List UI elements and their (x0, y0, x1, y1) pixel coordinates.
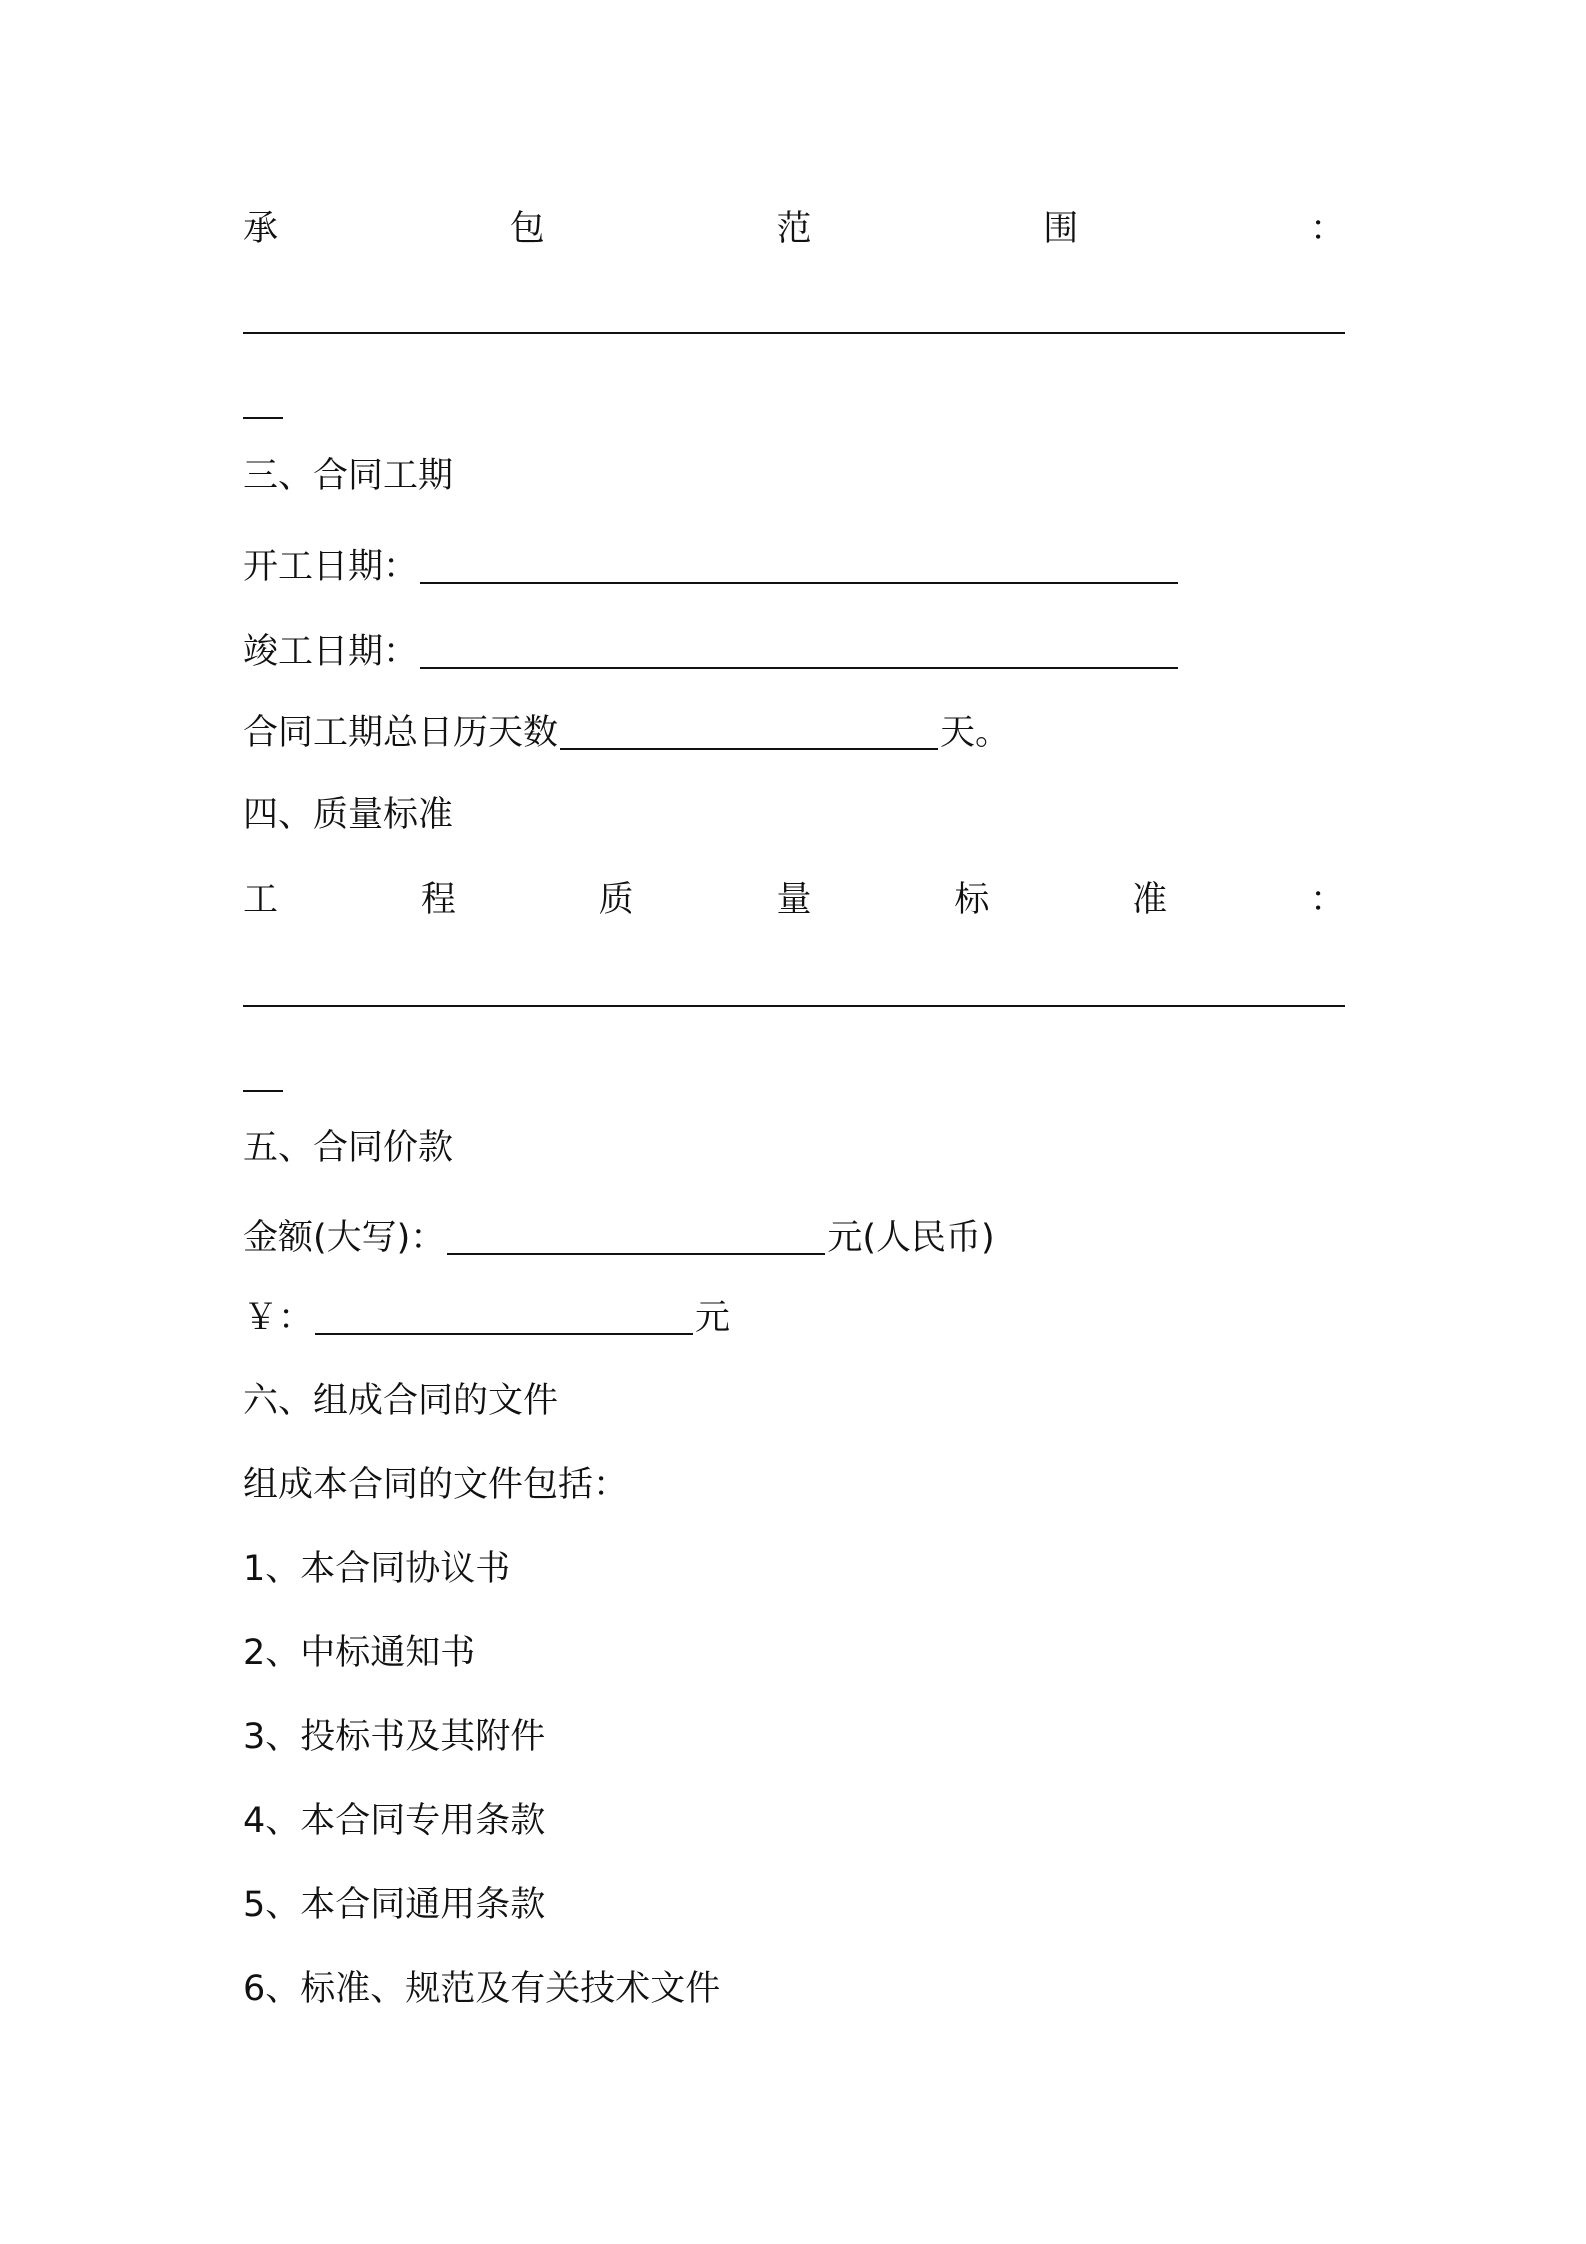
total-days-suffix: 天。 (940, 713, 1011, 753)
scope-char: 范 (776, 209, 812, 249)
end-date-blank[interactable] (420, 633, 1178, 669)
total-days-blank[interactable] (560, 714, 938, 750)
start-date-blank[interactable] (420, 548, 1178, 584)
amount-figure-row (243, 1293, 730, 1342)
scope-char: ： (1309, 209, 1345, 249)
start-date-row (243, 542, 1180, 591)
quality-char: 程 (420, 880, 456, 920)
start-date-label: 开工日期： (243, 547, 419, 587)
section-6-heading: 六、组成合同的文件 (243, 1381, 559, 1421)
scope-char: 包 (509, 209, 545, 249)
document-list-item: 5、本合同通用条款 (243, 1885, 546, 1925)
quality-char: 量 (776, 880, 812, 920)
document-list-item: 2、中标通知书 (243, 1633, 476, 1673)
section-3-heading: 三、合同工期 (243, 456, 454, 496)
amount-words-blank[interactable] (447, 1219, 825, 1255)
amount-figure-blank[interactable] (315, 1299, 693, 1335)
document-list-item: 6、标准、规范及有关技术文件 (243, 1969, 721, 2009)
amount-words-label: 金额(大写)： (243, 1218, 446, 1258)
end-date-label: 竣工日期： (243, 632, 419, 672)
scope-char: 承 (243, 209, 279, 249)
yen-suffix: 元 (695, 1298, 731, 1338)
document-list-item: 3、投标书及其附件 (243, 1717, 546, 1757)
scope-label (243, 205, 1345, 253)
document-list-item: 1、本合同协议书 (243, 1549, 511, 1589)
yen-label: ￥： (243, 1298, 314, 1338)
amount-words-suffix: 元(人民币) (827, 1218, 995, 1258)
section-4-heading: 四、质量标准 (243, 795, 454, 835)
end-date-row (243, 627, 1180, 676)
quality-standard-label (243, 876, 1345, 924)
section-5-heading: 五、合同价款 (243, 1128, 454, 1168)
scope-fill-line-tail (243, 417, 283, 419)
document-list-item: 4、本合同专用条款 (243, 1801, 546, 1841)
quality-char: ： (1309, 880, 1345, 920)
total-days-label: 合同工期总日历天数 (243, 713, 559, 753)
total-days-row (243, 708, 1010, 757)
quality-char: 质 (598, 880, 634, 920)
quality-fill-line (243, 1005, 1345, 1007)
documents-intro: 组成本合同的文件包括： (243, 1465, 629, 1505)
amount-words-row (243, 1213, 995, 1262)
quality-char: 工 (243, 880, 279, 920)
quality-char: 标 (954, 880, 990, 920)
scope-fill-line (243, 332, 1345, 334)
quality-fill-line-tail (243, 1090, 283, 1092)
quality-char: 准 (1132, 880, 1168, 920)
scope-char: 围 (1043, 209, 1079, 249)
